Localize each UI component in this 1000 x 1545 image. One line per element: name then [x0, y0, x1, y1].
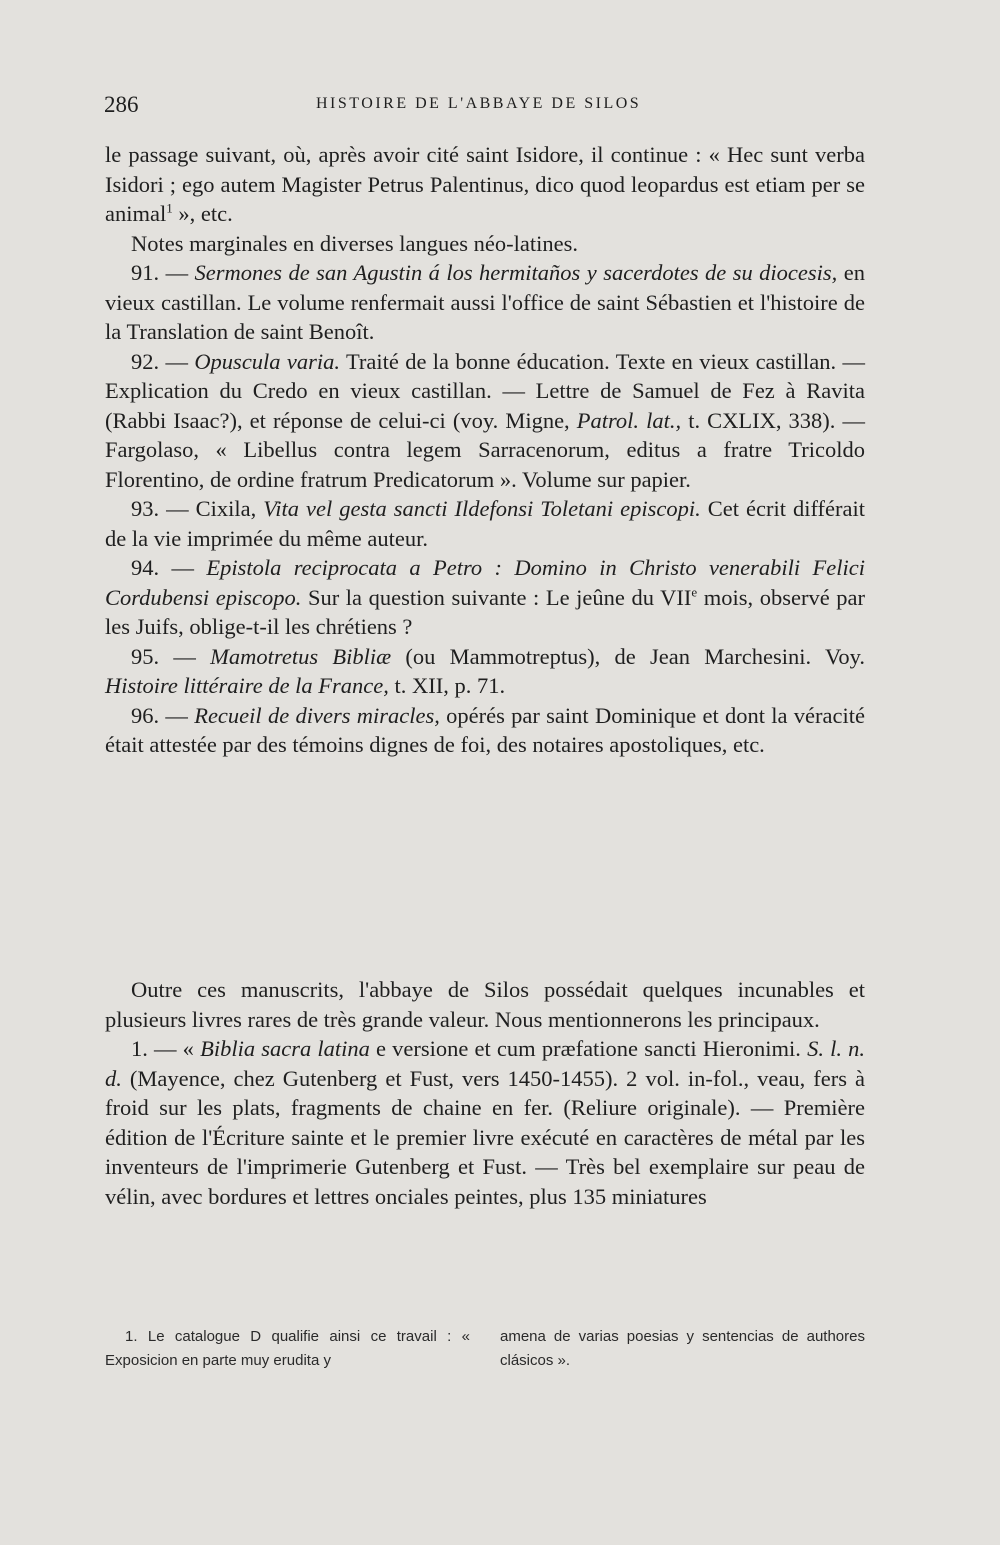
entry-italic: Patrol. lat.,	[576, 407, 682, 433]
entry-text: Cet écrit différait de la vie imprimée du même auteur.	[105, 496, 866, 551]
footnote-column-left: 1. Le catalogue D qualifie ainsi ce travail : « Exposicion en parte muy erudita y	[105, 1328, 470, 1369]
paragraph-text: », etc.	[172, 201, 233, 226]
entry-text: Sur la question suivante : Le jeûne du VII	[301, 584, 692, 610]
entry-text: t. XII, p. 71.	[388, 673, 506, 698]
entry-number: 93. — Cixila,	[131, 496, 264, 521]
entry-number: 94. —	[131, 555, 207, 580]
entry-91	[105, 258, 865, 347]
entry-text: opérés par saint Dominique et dont la véracité était attestée par des témoins dignes de foi, des notaires apostoliques, etc.	[105, 702, 866, 757]
entry-96	[105, 701, 865, 760]
paragraph	[105, 140, 865, 229]
running-title: HISTOIRE DE L'ABBAYE DE SILOS	[316, 95, 642, 112]
paragraph: Notes marginales en diverses langues néo-latines.	[131, 230, 578, 256]
catalogue-entries	[105, 140, 865, 760]
entry-title: Mamotretus Bibliæ	[210, 643, 392, 669]
entry-text: mois, observé par les Juifs, oblige-t-il les chrétiens ?	[105, 584, 866, 639]
entry-text: e versione et cum præfatione sancti Hieronimi.	[369, 1036, 808, 1061]
footnotes	[105, 1325, 865, 1373]
entry-title: Vita vel gesta sancti Ildefonsi Toletani episcopi.	[263, 496, 701, 521]
entry-text: (Mayence, chez Gutenberg et Fust, vers 1450-1455). 2 vol. in-fol., veau, fers à froid sur les plats, fragments de chaine en fer. (Reliure originale). — Première édition de l'Écriture sainte et le premier livre exécuté en caractères de métal par les inventeurs de l'imprimerie Gutenberg et Fust. — Très bel exemplaire sur peau de vélin, avec bordures et lettres onciales peintes, plus 135 miniatures	[105, 1065, 865, 1209]
entry-title: Biblia sacra latina	[200, 1036, 370, 1061]
entry-title: Recueil de divers miracles,	[194, 702, 440, 728]
page-header	[104, 92, 864, 122]
entry-number: 91. —	[131, 260, 195, 285]
entry-italic: S. l. n. d.	[105, 1036, 866, 1091]
paragraph: Outre ces manuscrits, l'abbaye de Silos possédait quelques incunables et plusieurs livres rares de très grande valeur. Nous mentionnerons les principaux.	[105, 977, 865, 1032]
entry-text: t. CXLIX, 338). — Fargolaso, « Libellus contra legem Sarracenorum, editus a fratre Tricoldo Florentino, de ordine fratrum Predicatorum ». Volume sur papier.	[105, 407, 865, 492]
entry-1	[105, 1034, 865, 1211]
entry-number: 92. —	[131, 348, 195, 374]
entry-number: 1. — «	[131, 1036, 201, 1061]
footnote-ref: 1	[166, 200, 173, 216]
entry-title: Epistola reciprocata a Petro : Domino in Christo venerabili Felici Cordubensi episcopo.	[105, 555, 865, 610]
entry-text: (ou Mammotreptus), de Jean Marchesini. Voy.	[391, 643, 865, 669]
entry-text: Traité de la bonne éducation. Texte en vieux castillan. — Explication du Credo en vieux castillan. — Lettre de Samuel de Fez à Ravita (Rabbi Isaac?), et réponse de celui-ci (voy. Migne,	[105, 348, 866, 433]
entry-italic: Histoire littéraire de la France,	[105, 673, 389, 698]
entry-95	[105, 642, 865, 701]
entry-93	[105, 494, 865, 553]
entry-94	[105, 553, 865, 642]
entry-title: Sermones de san Agustin á los hermitaños y sacerdotes de su diocesis,	[194, 260, 838, 285]
entry-92	[105, 347, 865, 495]
paragraph-text: le passage suivant, où, après avoir cité saint Isidore, il continue : « Hec sunt verba Isidori ; ego autem Magister Petrus Palentinus, dico quod leopardus est etiam per se animal	[105, 142, 865, 226]
incunables-section	[105, 975, 865, 1211]
entry-title: Opuscula varia.	[194, 348, 341, 374]
entry-text: en vieux castillan. Le volume renfermait aussi l'office de saint Sébastien et l'histoire de la Translation de saint Benoît.	[105, 260, 865, 344]
footnote-column-right: amena de varias poesias y sentencias de authores clásicos ».	[500, 1328, 865, 1369]
superscript: e	[691, 584, 698, 599]
entry-number: 96. —	[131, 702, 195, 728]
entry-number: 95. —	[131, 643, 211, 669]
page-number: 286	[104, 92, 139, 117]
